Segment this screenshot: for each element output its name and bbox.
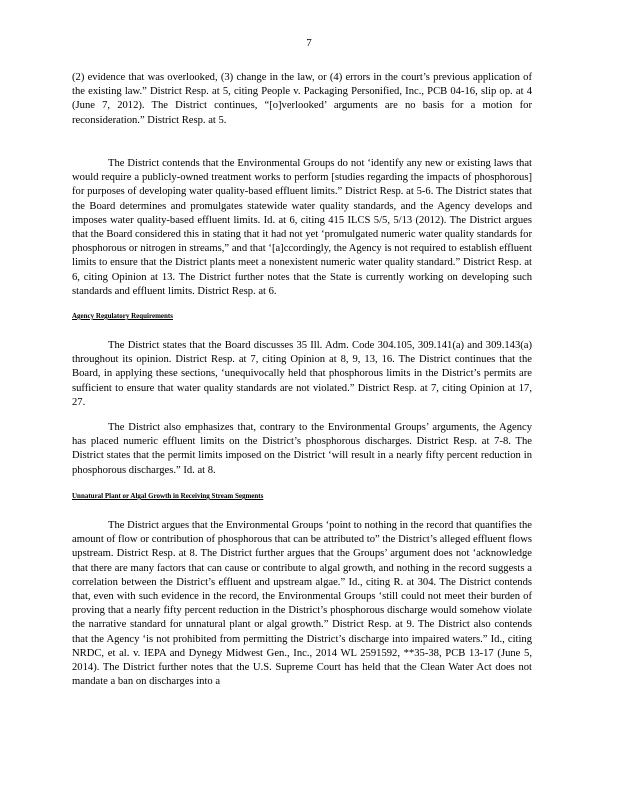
body-text-top: [72, 71, 532, 128]
page-number: 7: [306, 37, 312, 49]
body-text-regulatory: [72, 339, 532, 410]
paragraph-continuation: (2) evidence that was overlooked, (3) change in the law, or (4) errors in the court’s previous application of the existing law.” District Resp. at 5, citing People v. Packaging Personified, Inc., PCB 04-16, slip op. at 4 (June 7, 2012). The District continues, “[o]verlooked’ arguments are no basis for a motion for reconsideration.” District Resp. at 5.: [72, 72, 532, 126]
body-text-algal: [72, 519, 532, 689]
section-heading-agency: [72, 311, 532, 321]
section-heading: Unnatural Plant or Algal Growth in Receiving Stream Segments: [72, 492, 264, 500]
paragraph-regulatory: The District states that the Board discusses 35 Ill. Adm. Code 304.105, 309.141(a) and 309.143(a) throughout its opinion. District Resp. at 7, citing Opinion at 8, 9, 13, 16. The District continues that the Board, in applying these sections, ‘unequivocally held that phosphorous limits in the District’s permits are sufficient to ensure that water quality standards are not violated.” District Resp. at 7, citing Opinion at 17, 27.: [72, 340, 532, 408]
paragraph-algal: The District argues that the Environmental Groups ‘point to nothing in the record that quantifies the amount of flow or contribution of phosphorous that can be attributed to” the District’s alleged effluent flows upstream. District Resp. at 8. The District further argues that the Groups’ argument does not ‘acknowledge that there are many factors that can cause or contribute to algal growth, and nothing in the record suggests a correlation between the District’s effluent and upstream algae.” Id., citing R. at 304. The District contends that, even with such evidence in the record, the Environmental Groups ‘still could not meet their burden of proving that a nearly fifty percent reduction in the District’s phosphorous discharge would somehow violate the narrative standard for unnatural plant or algal growth.” District Resp. at 9. The District also contends that the Agency ‘is not prohibited from permitting the District’s discharge into impaired waters.” Id., citing NRDC, et al. v. IEPA and Dynegy Midwest Gen., Inc., 2014 WL 2591592, **35-38, PCB 13-17 (June 5, 2014). The District further notes that the U.S. Supreme Court has held that the Clean Water Act does not mandate a ban on discharges into a: [72, 520, 532, 688]
section-heading: Agency Regulatory Requirements: [72, 312, 173, 320]
paragraph-emphasis: The District also emphasizes that, contrary to the Environmental Groups’ arguments, the Agency has placed numeric effluent limits on the District’s phosphorous discharges. District Resp. at 7-8. The District states that the permit limits imposed on the District ‘will result in a nearly fifty percent reduction in phosphorous discharges.” Id. at 8.: [72, 422, 532, 476]
body-text-emphasis: [72, 421, 532, 478]
section-heading-unnatural: [72, 491, 532, 501]
paragraph-contentions: The District contends that the Environmental Groups do not ‘identify any new or existing laws that would require a publicly-owned treatment works to perform [studies regarding the impacts of phosphorous] for purposes of developing water quality-based effluent limits.” District Resp. at 5-6. The District states that the Board determines and promulgates statewide water quality standards, and the Agency develops and imposes water quality-based effluent limits. Id. at 6, citing 415 ILCS 5/5, 5/13 (2012). The District argues that the Board considered this in stating that it had not yet ‘promulgated numeric water quality standards for phosphorous or nitrogen in streams,” and that ‘[a]ccordingly, the Agency is not required to establish effluent limits to ensure that the District plants meet a nonexistent numeric water quality standard.” District Resp. at 6, citing Opinion at 13. The District further notes that the State is currently working on developing such standards and effluent limits. District Resp. at 6.: [72, 158, 532, 297]
body-text-contentions: [72, 157, 532, 299]
